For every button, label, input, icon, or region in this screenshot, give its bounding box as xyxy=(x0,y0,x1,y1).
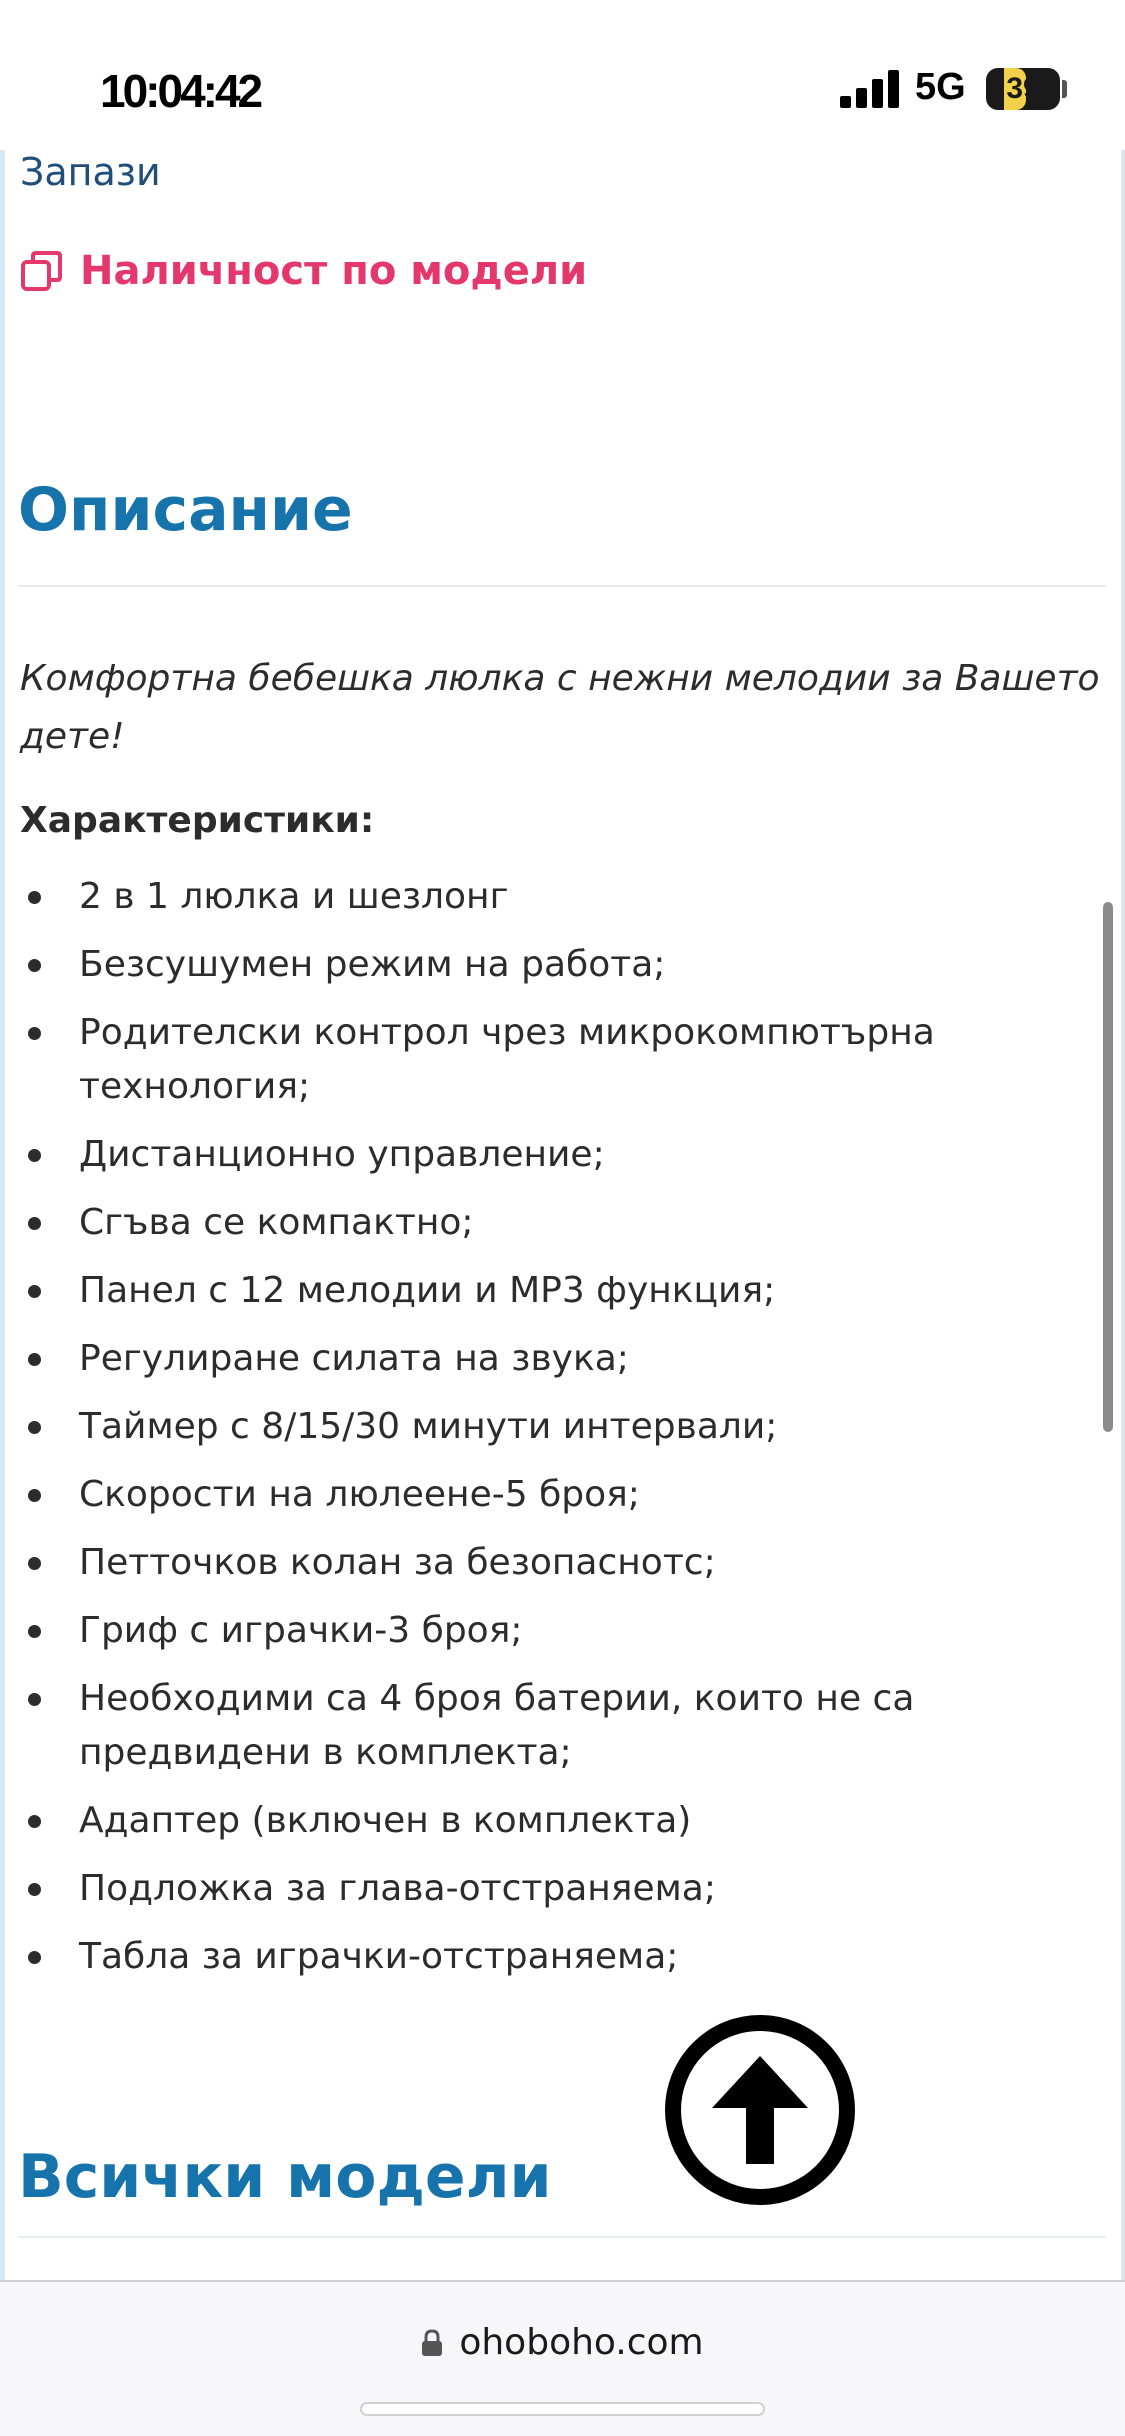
page-content[interactable] xyxy=(0,150,1125,2280)
bullet-icon xyxy=(28,1285,41,1298)
availability-label: Наличност по модели xyxy=(80,248,588,294)
bullet-icon xyxy=(28,1353,41,1366)
feature-item xyxy=(0,1604,1080,1658)
bullet-icon xyxy=(28,1557,41,1570)
bullet-icon xyxy=(28,1951,41,1964)
bullet-icon xyxy=(28,1625,41,1638)
url-text: ohoboho.com xyxy=(459,2322,704,2363)
feature-text: Регулиране силата на звука; xyxy=(79,1338,629,1379)
feature-item xyxy=(0,1400,1080,1454)
bullet-icon xyxy=(28,1489,41,1502)
feature-text: Таймер с 8/15/30 минути интервали; xyxy=(79,1406,778,1447)
feature-item xyxy=(0,1264,1080,1318)
feature-item xyxy=(0,1468,1080,1522)
bullet-icon xyxy=(28,1815,41,1828)
lock-icon xyxy=(421,2329,443,2357)
status-time: 10:04:42 xyxy=(100,65,261,117)
features-heading: Характеристики: xyxy=(20,800,375,841)
feature-text: Табла за играчки-отстраняема; xyxy=(79,1936,679,1977)
page-edge-right xyxy=(1121,150,1125,2280)
battery-icon xyxy=(986,68,1060,110)
bullet-icon xyxy=(28,1027,41,1040)
bullet-icon xyxy=(28,891,41,904)
features-list xyxy=(0,870,1080,1998)
copy-icon xyxy=(20,249,64,293)
bullet-icon xyxy=(28,1217,41,1230)
feature-item xyxy=(0,870,1080,924)
feature-item xyxy=(0,1196,1080,1250)
feature-item xyxy=(0,1862,1080,1916)
scrollbar-thumb[interactable] xyxy=(1103,902,1113,1432)
feature-item xyxy=(0,1930,1080,1984)
bullet-icon xyxy=(28,1421,41,1434)
feature-item xyxy=(0,1672,1080,1780)
feature-text: Адаптер (включен в комплекта) xyxy=(79,1800,692,1841)
feature-text: Панел с 12 мелодии и MP3 функция; xyxy=(79,1270,776,1311)
home-indicator[interactable] xyxy=(360,2402,765,2416)
feature-item xyxy=(0,1332,1080,1386)
feature-item xyxy=(0,1536,1080,1590)
bullet-icon xyxy=(28,1693,41,1706)
description-title: Описание xyxy=(18,475,353,545)
browser-bottom-bar xyxy=(0,2280,1125,2436)
scroll-to-top-button[interactable] xyxy=(665,2015,855,2205)
arrow-up-icon xyxy=(700,2050,820,2170)
feature-text: Скорости на люлеене-5 броя; xyxy=(79,1474,640,1515)
status-bar xyxy=(0,0,1125,150)
signal-icon xyxy=(840,70,900,108)
bullet-icon xyxy=(28,959,41,972)
address-bar[interactable] xyxy=(0,2322,1125,2363)
feature-text: Гриф с играчки-3 броя; xyxy=(79,1610,523,1651)
bullet-icon xyxy=(28,1149,41,1162)
feature-item xyxy=(0,1794,1080,1848)
feature-text: Дистанционно управление; xyxy=(79,1134,605,1175)
feature-text: Безсушумен режим на работа; xyxy=(79,944,666,985)
feature-text: 2 в 1 люлка и шезлонг xyxy=(79,876,509,917)
feature-text: Родителски контрол чрез микрокомпютърна технология; xyxy=(79,1012,935,1107)
network-label: 5G xyxy=(915,66,966,108)
feature-text: Необходими са 4 броя батерии, които не са предвидени в комплекта; xyxy=(79,1678,915,1773)
feature-item xyxy=(0,938,1080,992)
feature-text: Подложка за глава-отстраняема; xyxy=(79,1868,716,1909)
feature-text: Сгъва се компактно; xyxy=(79,1202,474,1243)
feature-item xyxy=(0,1128,1080,1182)
description-intro: Комфортна бебешка люлка с нежни мелодии за Вашето дете! xyxy=(20,658,1100,757)
battery-level: 39 xyxy=(1006,72,1040,105)
description-divider xyxy=(18,585,1106,587)
battery-cap xyxy=(1062,80,1067,98)
all-models-divider xyxy=(18,2236,1106,2238)
availability-link[interactable] xyxy=(20,248,587,294)
feature-text: Петточков колан за безопаснотс; xyxy=(79,1542,716,1583)
feature-item xyxy=(0,1006,1080,1114)
save-link[interactable]: Запази xyxy=(20,150,161,194)
all-models-title: Всички модели xyxy=(18,2142,552,2212)
bullet-icon xyxy=(28,1883,41,1896)
